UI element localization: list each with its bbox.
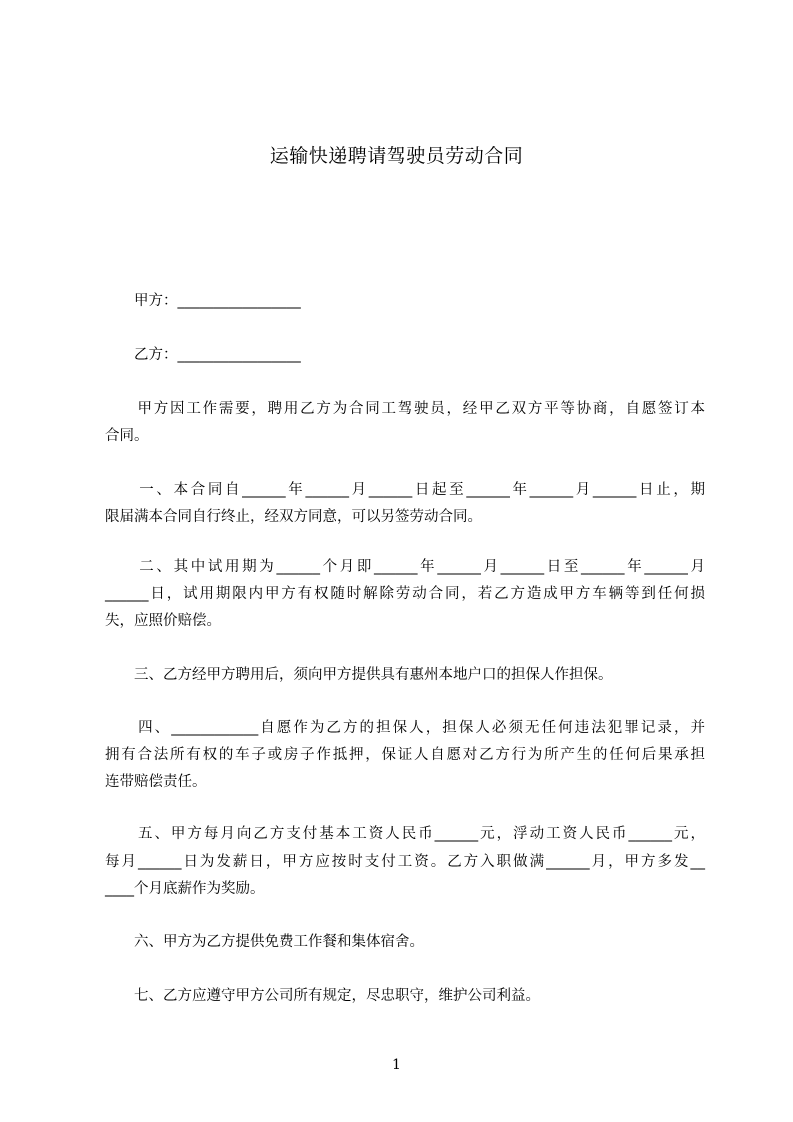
page-number: 1 — [392, 1057, 401, 1073]
clause-5-line-2: 每月______日为发薪日，甲方应按时支付工资。乙方入职做满______月，甲方多发__ — [105, 854, 705, 870]
clause-5-line-1: 五、甲方每月向乙方支付基本工资人民币______元，浮动工资人民币______元， — [105, 826, 705, 842]
clause-2-line-1: 二、其中试用期为______个月即______年______月______日至______年______月 — [105, 559, 705, 575]
clause-1-line-2: 限届满本合同自行终止，经双方同意，可以另签劳动合同。 — [105, 509, 482, 525]
document-title: 运输快递聘请驾驶员劳动合同 — [269, 145, 524, 167]
clause-2-line-2: ______日，试用期限内甲方有权随时解除劳动合同，若乙方造成甲方车辆等到任何损 — [105, 586, 705, 602]
clause-4-line-3: 连带赔偿责任。 — [105, 774, 207, 790]
intro-line-1: 甲方因工作需要，聘用乙方为合同工驾驶员，经甲乙双方平等协商，自愿签订本 — [105, 401, 705, 417]
clause-5-line-3: ____个月底薪作为奖励。 — [105, 881, 265, 897]
clause-4-line-1: 四、____________自愿作为乙方的担保人，担保人必须无任何违法犯罪记录，并 — [105, 720, 705, 736]
intro-line-2: 合同。 — [105, 428, 149, 444]
clause-3-line-1: 三、乙方经甲方聘用后，须向甲方提供具有惠州本地户口的担保人作担保。 — [105, 667, 613, 683]
clause-2-line-3: 失，应照价赔偿。 — [105, 613, 221, 629]
clause-1-line-1: 一、本合同自______年______月______日起至______年______月______日止，期 — [105, 482, 705, 498]
clause-6-line-1: 六、甲方为乙方提供免费工作餐和集体宿舍。 — [105, 934, 424, 950]
party-b-line: 乙方：_________________ — [105, 347, 301, 363]
clause-4-line-2: 拥有合法所有权的车子或房子作抵押，保证人自愿对乙方行为所产生的任何后果承担 — [105, 747, 705, 763]
clause-7-line-1: 七、乙方应遵守甲方公司所有规定，尽忠职守，维护公司利益。 — [105, 988, 540, 1004]
party-a-line: 甲方：_________________ — [105, 293, 301, 309]
